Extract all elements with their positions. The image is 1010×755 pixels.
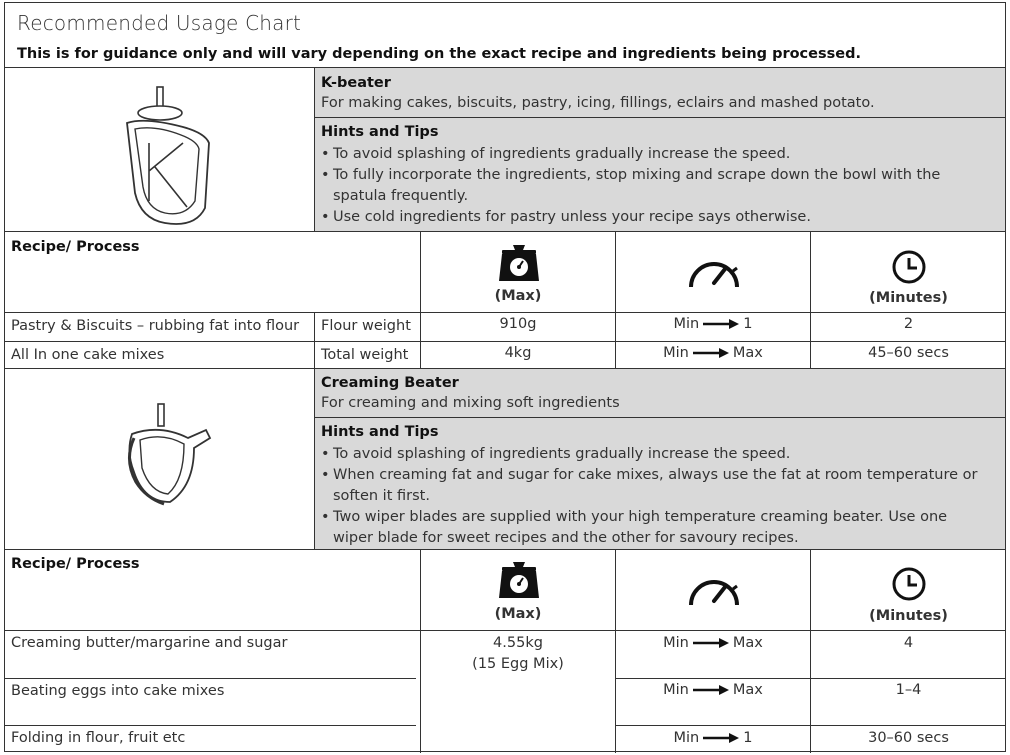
table-row-time: 45–60 secs	[868, 345, 949, 361]
speed-to: 1	[743, 316, 753, 332]
arrow-right-icon	[703, 733, 739, 743]
list-item: • Two wiper blades are supplied with your high temperature creaming beater. Use one wiper blade for sweet recipes and the other for savoury recipes.	[321, 507, 991, 549]
usage-chart	[4, 2, 1006, 752]
list-item: • To fully incorporate the ingredients, stop mixing and scrape down the bowl with the spatula frequently.	[321, 165, 981, 207]
creaming-title: Creaming Beater	[321, 375, 459, 391]
table-row-speed	[616, 316, 810, 332]
table-row-time: 4	[903, 635, 914, 651]
kbeater-table-header: Recipe/ Process	[11, 239, 140, 255]
guidance-note: This is for guidance only and will vary depending on the exact recipe and ingredients being processed.	[17, 46, 861, 62]
max-label: (Max)	[494, 606, 542, 622]
creaming-hints-title: Hints and Tips	[321, 424, 439, 440]
creaming-table-header: Recipe/ Process	[11, 556, 140, 572]
table-row-time: 1–4	[895, 682, 922, 698]
table-row-measure: Flour weight	[321, 318, 411, 334]
minutes-label: (Minutes)	[869, 608, 948, 624]
page-title: Recommended Usage Chart	[17, 11, 302, 35]
speed-from: Min	[673, 730, 700, 746]
speedometer-icon	[685, 571, 743, 609]
clock-icon	[891, 249, 927, 285]
arrow-right-icon	[693, 638, 729, 648]
creaming-hints-list	[321, 444, 991, 549]
arrow-right-icon	[693, 685, 729, 695]
arrow-right-icon	[703, 319, 739, 329]
kbeater-hints-list	[321, 144, 981, 228]
list-item: • To avoid splashing of ingredients gradually increase the speed.	[321, 444, 991, 465]
speed-from: Min	[663, 635, 689, 651]
scale-icon	[497, 558, 541, 600]
kbeater-title: K-beater	[321, 75, 391, 91]
creaming-description: For creaming and mixing soft ingredients	[321, 395, 620, 411]
minutes-label: (Minutes)	[869, 290, 948, 306]
speed-from: Min	[673, 316, 700, 332]
kbeater-hints-title: Hints and Tips	[321, 124, 439, 140]
table-row-max: 4kg	[504, 345, 532, 361]
table-row-process: Folding in flour, fruit etc	[11, 730, 186, 746]
list-item: • When creaming fat and sugar for cake mixes, always use the fat at room temperature or soften it first.	[321, 465, 991, 507]
table-row-speed	[616, 730, 810, 746]
table-row-time: 30–60 secs	[868, 730, 949, 746]
speed-to: Max	[732, 345, 763, 361]
table-row-process: All In one cake mixes	[11, 347, 165, 363]
table-row-measure: Total weight	[321, 347, 409, 363]
kbeater-description: For making cakes, biscuits, pastry, icing, fillings, eclairs and mashed potato.	[321, 95, 875, 111]
table-row-max-note: (15 Egg Mix)	[472, 656, 564, 672]
speed-from: Min	[663, 345, 689, 361]
clock-icon	[891, 566, 927, 602]
scale-icon	[497, 241, 541, 283]
table-row-process: Pastry & Biscuits – rubbing fat into flour	[11, 318, 300, 334]
speed-from: Min	[663, 682, 689, 698]
creaming-beater-illustration	[110, 398, 220, 508]
speed-to: Max	[732, 635, 763, 651]
table-row-process: Creaming butter/margarine and sugar	[11, 635, 288, 651]
table-row-process: Beating eggs into cake mixes	[11, 683, 225, 699]
speed-to: Max	[732, 682, 763, 698]
max-label: (Max)	[494, 288, 542, 304]
table-row-time: 2	[903, 316, 914, 332]
speed-to: 1	[743, 730, 753, 746]
arrow-right-icon	[693, 348, 729, 358]
table-row-max: 910g	[499, 316, 537, 332]
table-row-speed	[616, 682, 810, 698]
k-beater-illustration	[105, 83, 235, 228]
list-item: • To avoid splashing of ingredients gradually increase the speed.	[321, 144, 981, 165]
table-row-max: 4.55kg	[493, 635, 543, 651]
table-row-speed	[616, 635, 810, 651]
table-row-speed	[616, 345, 810, 361]
list-item: • Use cold ingredients for pastry unless your recipe says otherwise.	[321, 207, 981, 228]
speedometer-icon	[685, 253, 743, 291]
